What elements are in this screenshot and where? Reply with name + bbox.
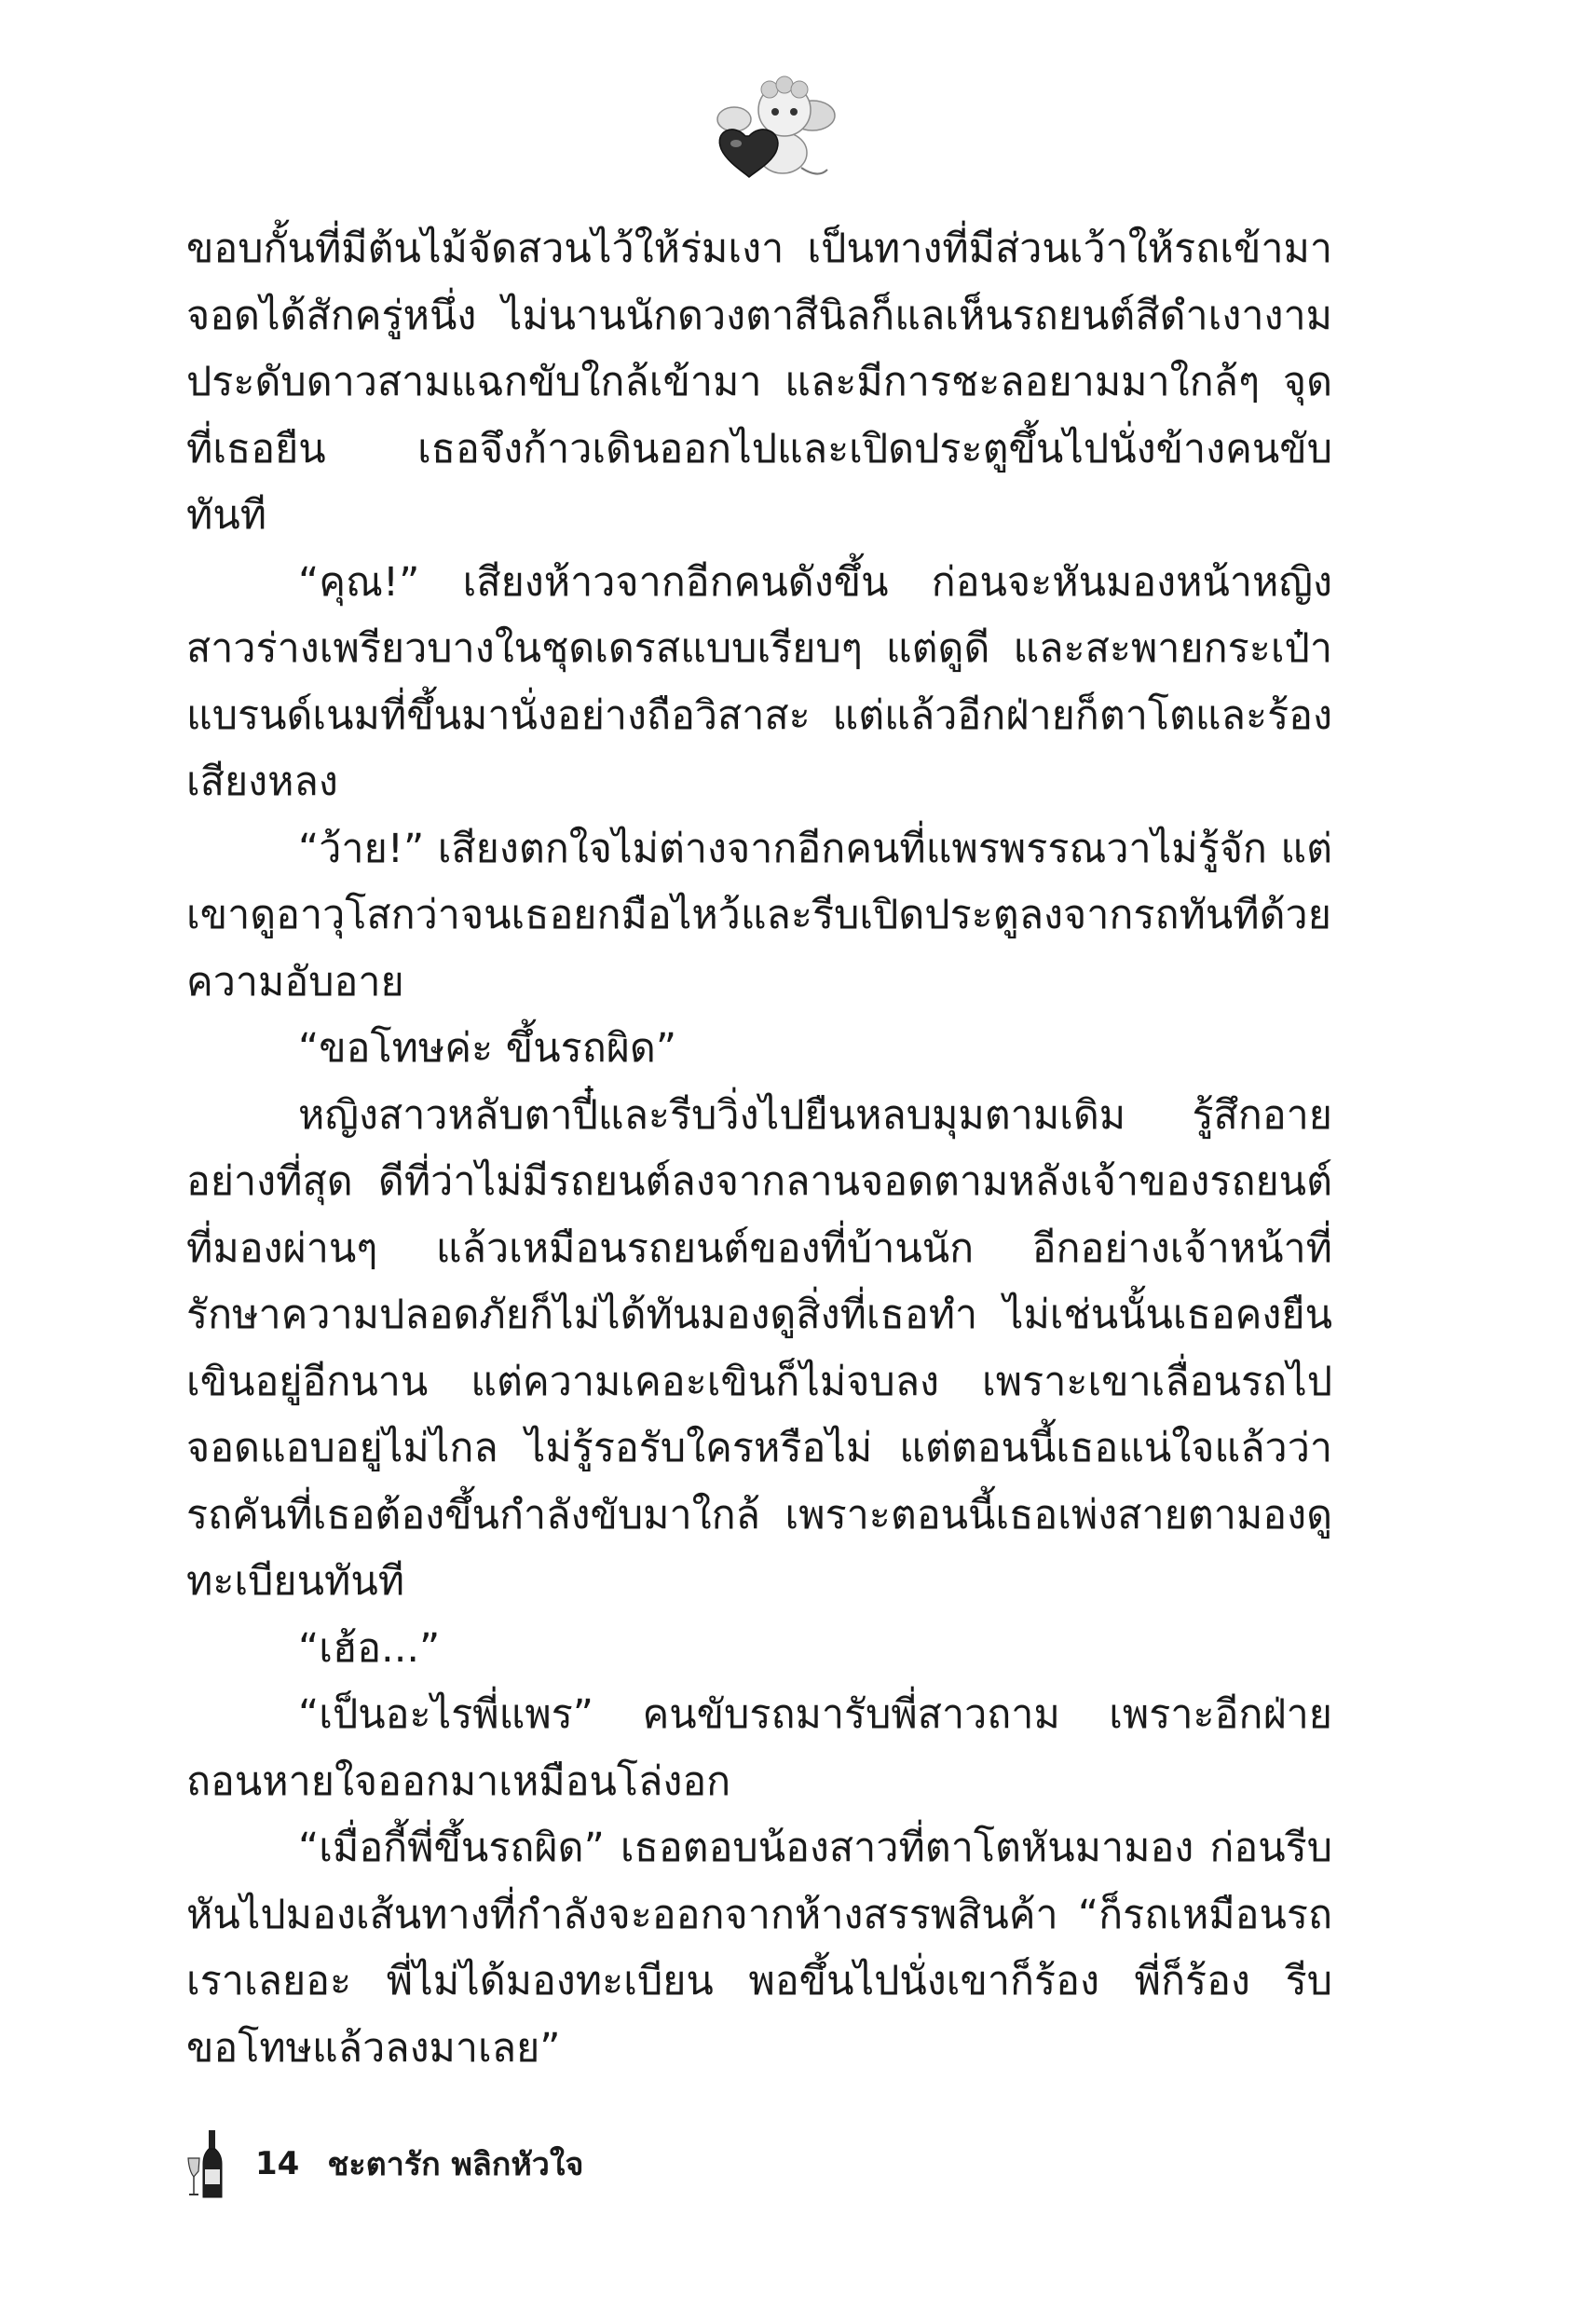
paragraph-8: “เมื่อกี้พี่ขึ้นรถผิด” เธอตอบน้องสาวที่ตาโตหันมามอง ก่อนรีบหันไปมองเส้นทางที่กำลังจะออกจากห้างสรรพสินค้า “ก็รถเหมือนรถเราเลยอะ พี่ไม่ได้มองทะเบียน พอขึ้นไปนั่งเขาก็ร้อง พี่ก็ร้อง รีบขอโทษแล้วลงมาเลย” xyxy=(186,1825,1332,2072)
paragraph-7: “เป็นอะไรพี่แพร” คนขับรถมารับพี่สาวถาม เพราะอีกฝ่ายถอนหายใจออกมาเหมือนโล่งอก xyxy=(186,1691,1332,1805)
page-number: 14 xyxy=(255,2145,300,2182)
book-title: ชะตารัก พลิกหัวใจ xyxy=(327,2146,584,2183)
paragraph-4: “ขอโทษค่ะ ขึ้นรถผิด” xyxy=(298,1025,677,1072)
paragraph-6: “เฮ้อ...” xyxy=(298,1624,441,1672)
wine-bottle-glass-icon xyxy=(186,2126,227,2201)
page-footer xyxy=(186,2126,583,2201)
paragraph-5: หญิงสาวหลับตาปี๋และรีบวิ่งไปยืนหลบมุมตามเดิม รู้สึกอายอย่างที่สุด ดีที่ว่าไม่มีรถยนต์ลงจากลานจอดตามหลังเจ้าของรถยนต์ที่มองผ่านๆ แล้วเหมือนรถยนต์ของที่บ้านนัก อีกอย่างเจ้าหน้าที่รักษาความปลอดภัยก็ไม่ได้ทันมองดูสิ่งที่เธอทำ ไม่เช่นนั้นเธอคงยืนเขินอยู่อีกนาน แต่ความเคอะเขินก็ไม่จบลง เพราะเขาเลื่อนรถไปจอดแอบอยู่ไม่ไกล ไม่รู้รอรับใครหรือไม่ แต่ตอนนี้เธอแน่ใจแล้วว่ารถคันที่เธอต้องขึ้นกำลังขับมาใกล้ เพราะตอนนี้เธอเพ่งสายตามองดูทะเบียนทันที xyxy=(186,1091,1332,1605)
cupid-with-heart-icon xyxy=(708,71,839,183)
paragraph-2: “คุณ!” เสียงห้าวจากอีกคนดังขึ้น ก่อนจะหันมองหน้าหญิงสาวร่างเพรียวบางในชุดเดรสแบบเรียบๆ แต่ดูดี และสะพายกระเป๋าแบรนด์เนมที่ขึ้นมานั่งอย่างถือวิสาสะ แต่แล้วอีกฝ่ายก็ตาโตและร้องเสียงหลง xyxy=(186,558,1332,805)
body-text xyxy=(186,216,1332,2082)
paragraph-1: ขอบกั้นที่มีต้นไม้จัดสวนไว้ให้ร่มเงา เป็นทางที่มีส่วนเว้าให้รถเข้ามาจอดได้สักครู่หนึ่ง ไม่นานนักดวงตาสีนิลก็แลเห็นรถยนต์สีดำเงางามประดับดาวสามแฉกขับใกล้เข้ามา และมีการชะลอยามมาใกล้ๆ จุดที่เธอยืน เธอจึงก้าวเดินออกไปและเปิดประตูขึ้นไปนั่งข้างคนขับทันที xyxy=(186,226,1332,539)
paragraph-3: “ว้าย!” เสียงตกใจไม่ต่างจากอีกคนที่แพรพรรณวาไม่รู้จัก แต่เขาดูอาวุโสกว่าจนเธอยกมือไหว้และรีบเปิดประตูลงจากรถทันทีด้วยความอับอาย xyxy=(186,825,1332,1005)
